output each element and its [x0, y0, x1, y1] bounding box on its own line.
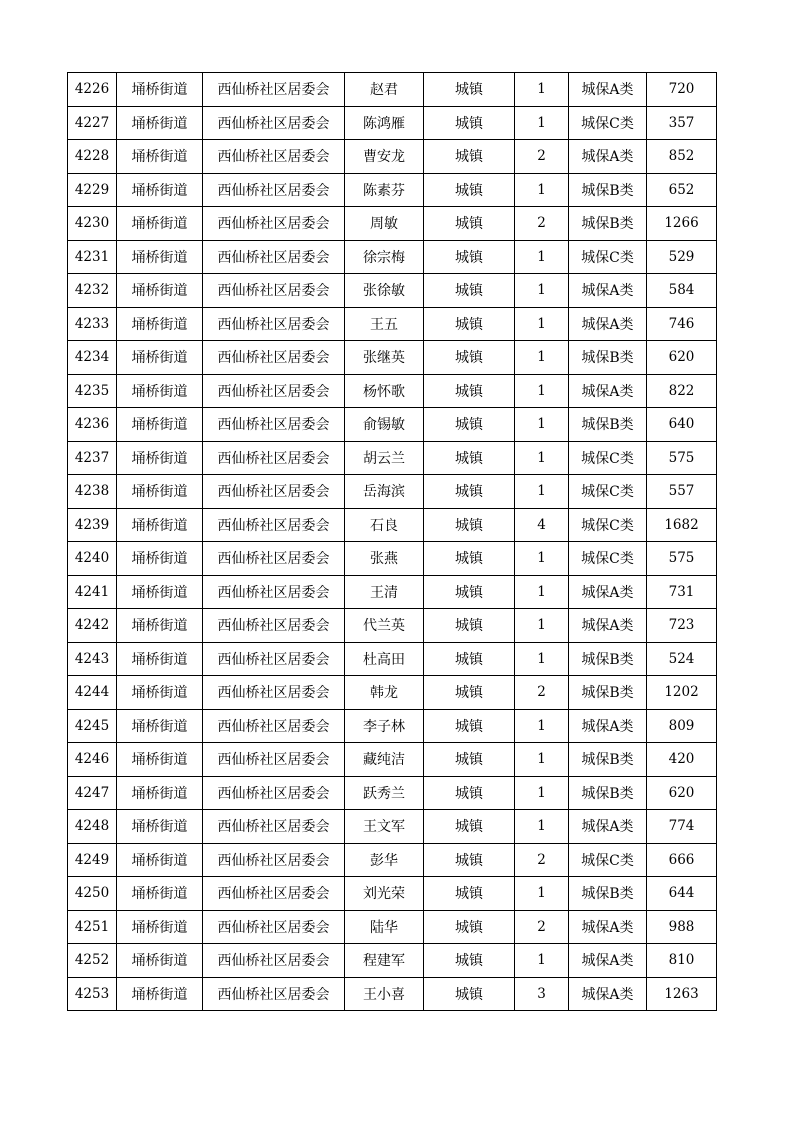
category-cell: 城保A类	[569, 73, 647, 107]
id-cell: 4236	[68, 408, 117, 442]
community-cell: 西仙桥社区居委会	[203, 408, 345, 442]
id-cell: 4250	[68, 877, 117, 911]
table-row	[68, 977, 717, 1011]
table-row	[68, 676, 717, 710]
count-cell: 4	[515, 508, 569, 542]
area-cell: 城镇	[424, 910, 515, 944]
amount-cell: 720	[647, 73, 717, 107]
category-cell: 城保B类	[569, 743, 647, 777]
category-cell: 城保A类	[569, 910, 647, 944]
community-cell: 西仙桥社区居委会	[203, 475, 345, 509]
street-cell: 埇桥街道	[117, 542, 203, 576]
amount-cell: 852	[647, 140, 717, 174]
area-cell: 城镇	[424, 408, 515, 442]
count-cell: 1	[515, 776, 569, 810]
category-cell: 城保A类	[569, 307, 647, 341]
area-cell: 城镇	[424, 240, 515, 274]
area-cell: 城镇	[424, 542, 515, 576]
street-cell: 埇桥街道	[117, 877, 203, 911]
category-cell: 城保A类	[569, 274, 647, 308]
community-cell: 西仙桥社区居委会	[203, 542, 345, 576]
amount-cell: 809	[647, 709, 717, 743]
id-cell: 4235	[68, 374, 117, 408]
name-cell: 胡云兰	[345, 441, 424, 475]
category-cell: 城保C类	[569, 240, 647, 274]
community-cell: 西仙桥社区居委会	[203, 910, 345, 944]
name-cell: 王五	[345, 307, 424, 341]
community-cell: 西仙桥社区居委会	[203, 642, 345, 676]
table-row	[68, 575, 717, 609]
name-cell: 曹安龙	[345, 140, 424, 174]
area-cell: 城镇	[424, 810, 515, 844]
table-row	[68, 341, 717, 375]
street-cell: 埇桥街道	[117, 408, 203, 442]
table-row	[68, 307, 717, 341]
area-cell: 城镇	[424, 877, 515, 911]
category-cell: 城保A类	[569, 944, 647, 978]
community-cell: 西仙桥社区居委会	[203, 810, 345, 844]
category-cell: 城保C类	[569, 475, 647, 509]
amount-cell: 810	[647, 944, 717, 978]
area-cell: 城镇	[424, 944, 515, 978]
name-cell: 周敏	[345, 207, 424, 241]
street-cell: 埇桥街道	[117, 944, 203, 978]
roster-table	[67, 72, 717, 1011]
area-cell: 城镇	[424, 743, 515, 777]
amount-cell: 1202	[647, 676, 717, 710]
table-row	[68, 173, 717, 207]
count-cell: 1	[515, 240, 569, 274]
category-cell: 城保C类	[569, 441, 647, 475]
table-row	[68, 609, 717, 643]
name-cell: 陆华	[345, 910, 424, 944]
street-cell: 埇桥街道	[117, 743, 203, 777]
category-cell: 城保A类	[569, 575, 647, 609]
id-cell: 4253	[68, 977, 117, 1011]
category-cell: 城保C类	[569, 542, 647, 576]
amount-cell: 746	[647, 307, 717, 341]
street-cell: 埇桥街道	[117, 207, 203, 241]
category-cell: 城保C类	[569, 843, 647, 877]
street-cell: 埇桥街道	[117, 173, 203, 207]
community-cell: 西仙桥社区居委会	[203, 341, 345, 375]
street-cell: 埇桥街道	[117, 709, 203, 743]
count-cell: 1	[515, 575, 569, 609]
community-cell: 西仙桥社区居委会	[203, 274, 345, 308]
count-cell: 2	[515, 843, 569, 877]
id-cell: 4239	[68, 508, 117, 542]
name-cell: 俞锡敏	[345, 408, 424, 442]
table-row	[68, 106, 717, 140]
table-row	[68, 73, 717, 107]
area-cell: 城镇	[424, 341, 515, 375]
community-cell: 西仙桥社区居委会	[203, 73, 345, 107]
id-cell: 4251	[68, 910, 117, 944]
street-cell: 埇桥街道	[117, 776, 203, 810]
name-cell: 代兰英	[345, 609, 424, 643]
name-cell: 李子林	[345, 709, 424, 743]
community-cell: 西仙桥社区居委会	[203, 508, 345, 542]
area-cell: 城镇	[424, 274, 515, 308]
table-row	[68, 642, 717, 676]
table-row	[68, 240, 717, 274]
street-cell: 埇桥街道	[117, 508, 203, 542]
table-row	[68, 743, 717, 777]
category-cell: 城保A类	[569, 609, 647, 643]
category-cell: 城保A类	[569, 140, 647, 174]
category-cell: 城保B类	[569, 642, 647, 676]
name-cell: 王文军	[345, 810, 424, 844]
amount-cell: 575	[647, 441, 717, 475]
category-cell: 城保B类	[569, 207, 647, 241]
amount-cell: 723	[647, 609, 717, 643]
amount-cell: 1263	[647, 977, 717, 1011]
count-cell: 1	[515, 642, 569, 676]
amount-cell: 529	[647, 240, 717, 274]
category-cell: 城保B类	[569, 173, 647, 207]
amount-cell: 1682	[647, 508, 717, 542]
id-cell: 4234	[68, 341, 117, 375]
area-cell: 城镇	[424, 374, 515, 408]
area-cell: 城镇	[424, 508, 515, 542]
table-row	[68, 944, 717, 978]
amount-cell: 644	[647, 877, 717, 911]
category-cell: 城保B类	[569, 676, 647, 710]
id-cell: 4242	[68, 609, 117, 643]
area-cell: 城镇	[424, 307, 515, 341]
community-cell: 西仙桥社区居委会	[203, 207, 345, 241]
name-cell: 张继英	[345, 341, 424, 375]
id-cell: 4237	[68, 441, 117, 475]
amount-cell: 557	[647, 475, 717, 509]
id-cell: 4248	[68, 810, 117, 844]
area-cell: 城镇	[424, 575, 515, 609]
count-cell: 1	[515, 408, 569, 442]
street-cell: 埇桥街道	[117, 307, 203, 341]
table-row	[68, 374, 717, 408]
table-row	[68, 140, 717, 174]
count-cell: 1	[515, 274, 569, 308]
amount-cell: 620	[647, 341, 717, 375]
id-cell: 4252	[68, 944, 117, 978]
street-cell: 埇桥街道	[117, 140, 203, 174]
community-cell: 西仙桥社区居委会	[203, 374, 345, 408]
id-cell: 4230	[68, 207, 117, 241]
name-cell: 陈素芬	[345, 173, 424, 207]
count-cell: 2	[515, 910, 569, 944]
amount-cell: 731	[647, 575, 717, 609]
id-cell: 4245	[68, 709, 117, 743]
name-cell: 藏纯洁	[345, 743, 424, 777]
street-cell: 埇桥街道	[117, 475, 203, 509]
amount-cell: 420	[647, 743, 717, 777]
category-cell: 城保B类	[569, 408, 647, 442]
community-cell: 西仙桥社区居委会	[203, 877, 345, 911]
table-row	[68, 910, 717, 944]
id-cell: 4243	[68, 642, 117, 676]
table-row	[68, 877, 717, 911]
amount-cell: 774	[647, 810, 717, 844]
count-cell: 1	[515, 709, 569, 743]
amount-cell: 584	[647, 274, 717, 308]
name-cell: 赵君	[345, 73, 424, 107]
id-cell: 4240	[68, 542, 117, 576]
community-cell: 西仙桥社区居委会	[203, 441, 345, 475]
amount-cell: 666	[647, 843, 717, 877]
category-cell: 城保A类	[569, 810, 647, 844]
community-cell: 西仙桥社区居委会	[203, 776, 345, 810]
category-cell: 城保B类	[569, 776, 647, 810]
count-cell: 2	[515, 676, 569, 710]
community-cell: 西仙桥社区居委会	[203, 240, 345, 274]
table-row	[68, 274, 717, 308]
count-cell: 1	[515, 173, 569, 207]
street-cell: 埇桥街道	[117, 676, 203, 710]
area-cell: 城镇	[424, 609, 515, 643]
name-cell: 陈鸿雁	[345, 106, 424, 140]
id-cell: 4229	[68, 173, 117, 207]
count-cell: 1	[515, 441, 569, 475]
amount-cell: 575	[647, 542, 717, 576]
category-cell: 城保A类	[569, 709, 647, 743]
area-cell: 城镇	[424, 977, 515, 1011]
area-cell: 城镇	[424, 441, 515, 475]
street-cell: 埇桥街道	[117, 441, 203, 475]
amount-cell: 524	[647, 642, 717, 676]
amount-cell: 620	[647, 776, 717, 810]
name-cell: 跃秀兰	[345, 776, 424, 810]
street-cell: 埇桥街道	[117, 575, 203, 609]
amount-cell: 652	[647, 173, 717, 207]
category-cell: 城保C类	[569, 508, 647, 542]
community-cell: 西仙桥社区居委会	[203, 709, 345, 743]
community-cell: 西仙桥社区居委会	[203, 307, 345, 341]
name-cell: 徐宗梅	[345, 240, 424, 274]
community-cell: 西仙桥社区居委会	[203, 944, 345, 978]
community-cell: 西仙桥社区居委会	[203, 140, 345, 174]
name-cell: 程建军	[345, 944, 424, 978]
table-row	[68, 810, 717, 844]
id-cell: 4247	[68, 776, 117, 810]
count-cell: 1	[515, 475, 569, 509]
count-cell: 2	[515, 207, 569, 241]
area-cell: 城镇	[424, 709, 515, 743]
id-cell: 4227	[68, 106, 117, 140]
name-cell: 杨怀歌	[345, 374, 424, 408]
id-cell: 4232	[68, 274, 117, 308]
table-row	[68, 441, 717, 475]
community-cell: 西仙桥社区居委会	[203, 977, 345, 1011]
count-cell: 2	[515, 140, 569, 174]
id-cell: 4233	[68, 307, 117, 341]
name-cell: 张燕	[345, 542, 424, 576]
count-cell: 1	[515, 877, 569, 911]
table-row	[68, 776, 717, 810]
street-cell: 埇桥街道	[117, 843, 203, 877]
area-cell: 城镇	[424, 843, 515, 877]
id-cell: 4238	[68, 475, 117, 509]
area-cell: 城镇	[424, 173, 515, 207]
count-cell: 1	[515, 374, 569, 408]
count-cell: 1	[515, 944, 569, 978]
name-cell: 彭华	[345, 843, 424, 877]
name-cell: 杜高田	[345, 642, 424, 676]
street-cell: 埇桥街道	[117, 374, 203, 408]
table-row	[68, 709, 717, 743]
community-cell: 西仙桥社区居委会	[203, 676, 345, 710]
count-cell: 1	[515, 106, 569, 140]
street-cell: 埇桥街道	[117, 106, 203, 140]
community-cell: 西仙桥社区居委会	[203, 843, 345, 877]
street-cell: 埇桥街道	[117, 977, 203, 1011]
street-cell: 埇桥街道	[117, 341, 203, 375]
area-cell: 城镇	[424, 106, 515, 140]
community-cell: 西仙桥社区居委会	[203, 743, 345, 777]
amount-cell: 988	[647, 910, 717, 944]
street-cell: 埇桥街道	[117, 810, 203, 844]
category-cell: 城保B类	[569, 341, 647, 375]
street-cell: 埇桥街道	[117, 274, 203, 308]
category-cell: 城保A类	[569, 977, 647, 1011]
area-cell: 城镇	[424, 73, 515, 107]
count-cell: 1	[515, 341, 569, 375]
id-cell: 4226	[68, 73, 117, 107]
community-cell: 西仙桥社区居委会	[203, 575, 345, 609]
area-cell: 城镇	[424, 676, 515, 710]
name-cell: 王清	[345, 575, 424, 609]
amount-cell: 822	[647, 374, 717, 408]
area-cell: 城镇	[424, 776, 515, 810]
table-row	[68, 207, 717, 241]
street-cell: 埇桥街道	[117, 73, 203, 107]
street-cell: 埇桥街道	[117, 642, 203, 676]
table-row	[68, 408, 717, 442]
category-cell: 城保A类	[569, 374, 647, 408]
count-cell: 1	[515, 307, 569, 341]
count-cell: 1	[515, 810, 569, 844]
name-cell: 王小喜	[345, 977, 424, 1011]
community-cell: 西仙桥社区居委会	[203, 106, 345, 140]
table-row	[68, 508, 717, 542]
count-cell: 1	[515, 542, 569, 576]
id-cell: 4244	[68, 676, 117, 710]
table-row	[68, 843, 717, 877]
id-cell: 4228	[68, 140, 117, 174]
name-cell: 韩龙	[345, 676, 424, 710]
amount-cell: 640	[647, 408, 717, 442]
count-cell: 1	[515, 73, 569, 107]
category-cell: 城保B类	[569, 877, 647, 911]
name-cell: 岳海滨	[345, 475, 424, 509]
name-cell: 石良	[345, 508, 424, 542]
name-cell: 刘光荣	[345, 877, 424, 911]
table-row	[68, 542, 717, 576]
table-row	[68, 475, 717, 509]
community-cell: 西仙桥社区居委会	[203, 609, 345, 643]
street-cell: 埇桥街道	[117, 609, 203, 643]
count-cell: 1	[515, 743, 569, 777]
community-cell: 西仙桥社区居委会	[203, 173, 345, 207]
area-cell: 城镇	[424, 642, 515, 676]
area-cell: 城镇	[424, 207, 515, 241]
roster-body	[68, 73, 717, 1011]
area-cell: 城镇	[424, 475, 515, 509]
count-cell: 3	[515, 977, 569, 1011]
id-cell: 4241	[68, 575, 117, 609]
count-cell: 1	[515, 609, 569, 643]
amount-cell: 1266	[647, 207, 717, 241]
id-cell: 4246	[68, 743, 117, 777]
id-cell: 4249	[68, 843, 117, 877]
category-cell: 城保C类	[569, 106, 647, 140]
street-cell: 埇桥街道	[117, 240, 203, 274]
name-cell: 张徐敏	[345, 274, 424, 308]
id-cell: 4231	[68, 240, 117, 274]
amount-cell: 357	[647, 106, 717, 140]
area-cell: 城镇	[424, 140, 515, 174]
street-cell: 埇桥街道	[117, 910, 203, 944]
